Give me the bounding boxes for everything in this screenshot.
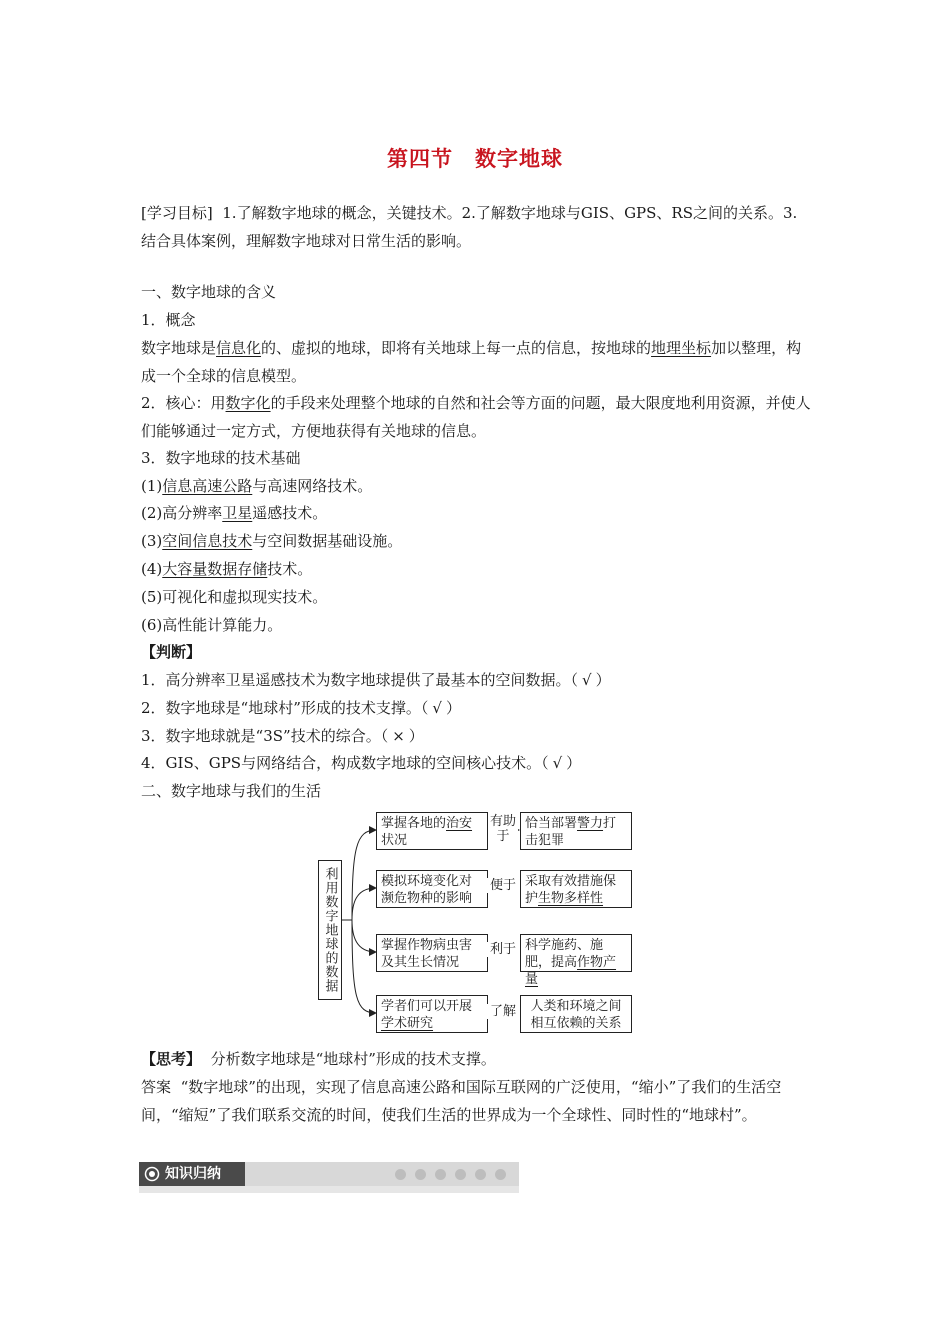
- think-label: 【思考】: [141, 1050, 202, 1068]
- banner-title: [139, 1162, 245, 1186]
- diagram-left-box: 掌握各地的治安状况: [376, 812, 488, 850]
- decor-dot: [435, 1169, 446, 1180]
- answer-text: “数字地球”的出现，实现了信息高速公路和国际互联网的广泛使用，“缩小”了我们的生活空间，“缩短”了我们联系交流的时间，使我们生活的世界成为一个全球性、同时性的“地球村”。: [141, 1078, 782, 1124]
- decor-dot: [455, 1169, 466, 1180]
- root-box: 利用数字地球的数据: [318, 860, 342, 1000]
- concept-paragraph: [141, 334, 811, 390]
- think-question: [141, 1048, 496, 1070]
- decor-dot: [475, 1169, 486, 1180]
- diagram-right-box: 科学施药、施肥，提高作物产量: [520, 934, 632, 972]
- tech-item: (3)空间信息技术与空间数据基础设施。: [141, 532, 403, 550]
- relation-label: 了解: [486, 1004, 520, 1019]
- check-mark: √: [432, 699, 442, 717]
- judge-item: 3．数字地球就是“3S”技术的综合。（ × ）: [141, 727, 424, 745]
- relation-label: 有助于: [489, 814, 516, 844]
- answer-label: 答案: [141, 1078, 172, 1096]
- think-text: 分析数字地球是“地球村”形成的技术支撑。: [210, 1050, 496, 1068]
- target-icon: [144, 1166, 160, 1182]
- concept-text-2: 的、虚拟的地球，即将有关地球上每一点的信息，按地球的: [261, 339, 652, 357]
- tech-item: (1)信息高速公路与高速网络技术。: [141, 477, 373, 495]
- decor-dot: [415, 1169, 426, 1180]
- tech-item: (5)可视化和虚拟现实技术。: [141, 588, 328, 606]
- decor-dot: [495, 1169, 506, 1180]
- section-banner: [139, 1160, 519, 1194]
- objectives-text: 1.了解数字地球的概念，关键技术。2.了解数字地球与GIS、GPS、RS之间的关系。3.结合具体案例，理解数字地球对日常生活的影响。: [141, 204, 798, 250]
- concept-text-1: 数字地球是: [141, 339, 217, 357]
- concept-key-2: 地理坐标: [651, 339, 712, 357]
- relation-label: 利于: [486, 942, 520, 957]
- banner-bar: [245, 1162, 519, 1186]
- diagram-right-box: 恰当部署警力打击犯罪: [520, 812, 632, 850]
- concept-text-3: 加以整理，构成一个全球的信息模型。: [141, 339, 802, 385]
- page-title: 第四节 数字地球: [387, 147, 563, 171]
- diagram-left-box: 学者们可以开展学术研究: [376, 995, 488, 1033]
- banner-base: [139, 1186, 519, 1193]
- banner-label: 知识归纳: [165, 1166, 221, 1182]
- relation-label: 便于: [486, 878, 520, 893]
- concept-heading: 1．概念: [141, 311, 196, 329]
- judge-item: 2．数字地球是“地球村”形成的技术支撑。（ √ ）: [141, 699, 461, 717]
- diagram-left-box: 掌握作物病虫害及其生长情况: [376, 934, 488, 972]
- core-key: 数字化: [225, 394, 271, 412]
- core-text-1: 2．核心：用: [141, 394, 226, 412]
- check-mark: √: [582, 671, 592, 689]
- judge-item: 4．GIS、GPS与网络结合，构成数字地球的空间核心技术。（ √ ）: [141, 754, 582, 772]
- section2-heading: 二、数字地球与我们的生活: [141, 782, 322, 800]
- core-text-2: 的手段来处理整个地球的自然和社会等方面的问题，最大限度地利用资源，并使人们能够通过一定方式，方便地获得有关地球的信息。: [141, 394, 811, 440]
- objectives-label: [学习目标]: [141, 204, 213, 222]
- check-mark: √: [552, 754, 563, 772]
- cross-mark: ×: [392, 727, 405, 745]
- think-answer: [141, 1073, 811, 1129]
- tech-heading: 3．数字地球的技术基础: [141, 449, 301, 467]
- learning-objectives: [141, 199, 811, 255]
- core-paragraph: [141, 389, 811, 445]
- tech-item: (6)高性能计算能力。: [141, 616, 283, 634]
- decor-dot: [395, 1169, 406, 1180]
- diagram-right-box: 采取有效措施保护生物多样性: [520, 870, 632, 908]
- concept-key-1: 信息化: [216, 339, 262, 357]
- tech-item: (2)高分辨率卫星遥感技术。: [141, 504, 328, 522]
- section1-heading: 一、数字地球的含义: [141, 283, 277, 301]
- judge-item: 1．高分辨率卫星遥感技术为数字地球提供了最基本的空间数据。（ √ ）: [141, 671, 611, 689]
- judge-label: 【判断】: [141, 643, 202, 661]
- tech-item: (4)大容量数据存储技术。: [141, 560, 313, 578]
- diagram-right-box: 人类和环境之间相互依赖的关系: [520, 995, 632, 1033]
- diagram-left-box: 模拟环境变化对濒危物种的影响: [376, 870, 488, 908]
- concept-diagram: [316, 808, 636, 1044]
